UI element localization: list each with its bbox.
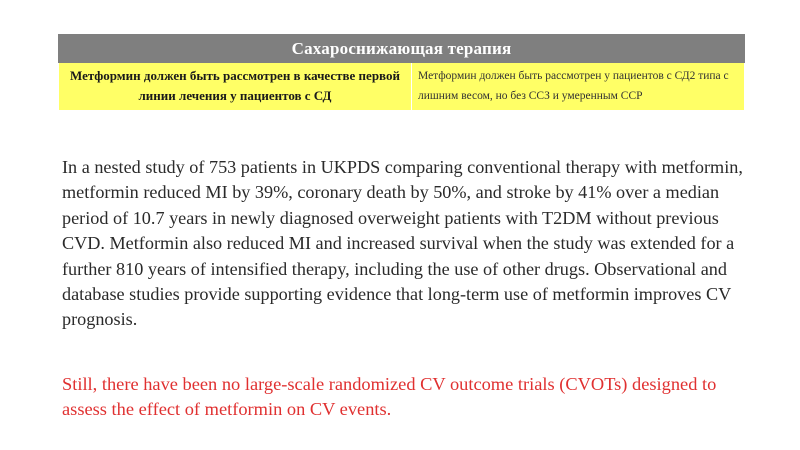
table-header-row <box>59 35 745 63</box>
table-header: Сахароснижающая терапия <box>59 35 745 63</box>
recommendation-cell-right: Метформин должен быть рассмотрен у пациентов с СД2 типа с лишним весом, но без ССЗ и умеренным ССР <box>412 63 745 111</box>
highlight-paragraph: Still, there have been no large-scale randomized CV outcome trials (CVOTs) designed to assess the effect of metformin on CV events. <box>62 374 717 420</box>
body-paragraph: In a nested study of 753 patients in UKPDS comparing conventional therapy with metformin, metformin reduced MI by 39%, coronary death by 50%, and stroke by 41% over a median period of 10.7 years in newly diagnosed overweight patients with T2DM without previous CVD. Metformin also reduced MI and increased survival when the study was extended for a further 810 years of intensified therapy, including the use of other drugs. Observational and database studies provide supporting evidence that long-term use of metformin improves CV prognosis. <box>62 157 743 330</box>
table-row <box>59 63 745 111</box>
recommendation-table <box>58 34 745 111</box>
recommendation-cell-left: Метформин должен быть рассмотрен в качестве первой линии лечения у пациентов с СД <box>59 63 412 111</box>
